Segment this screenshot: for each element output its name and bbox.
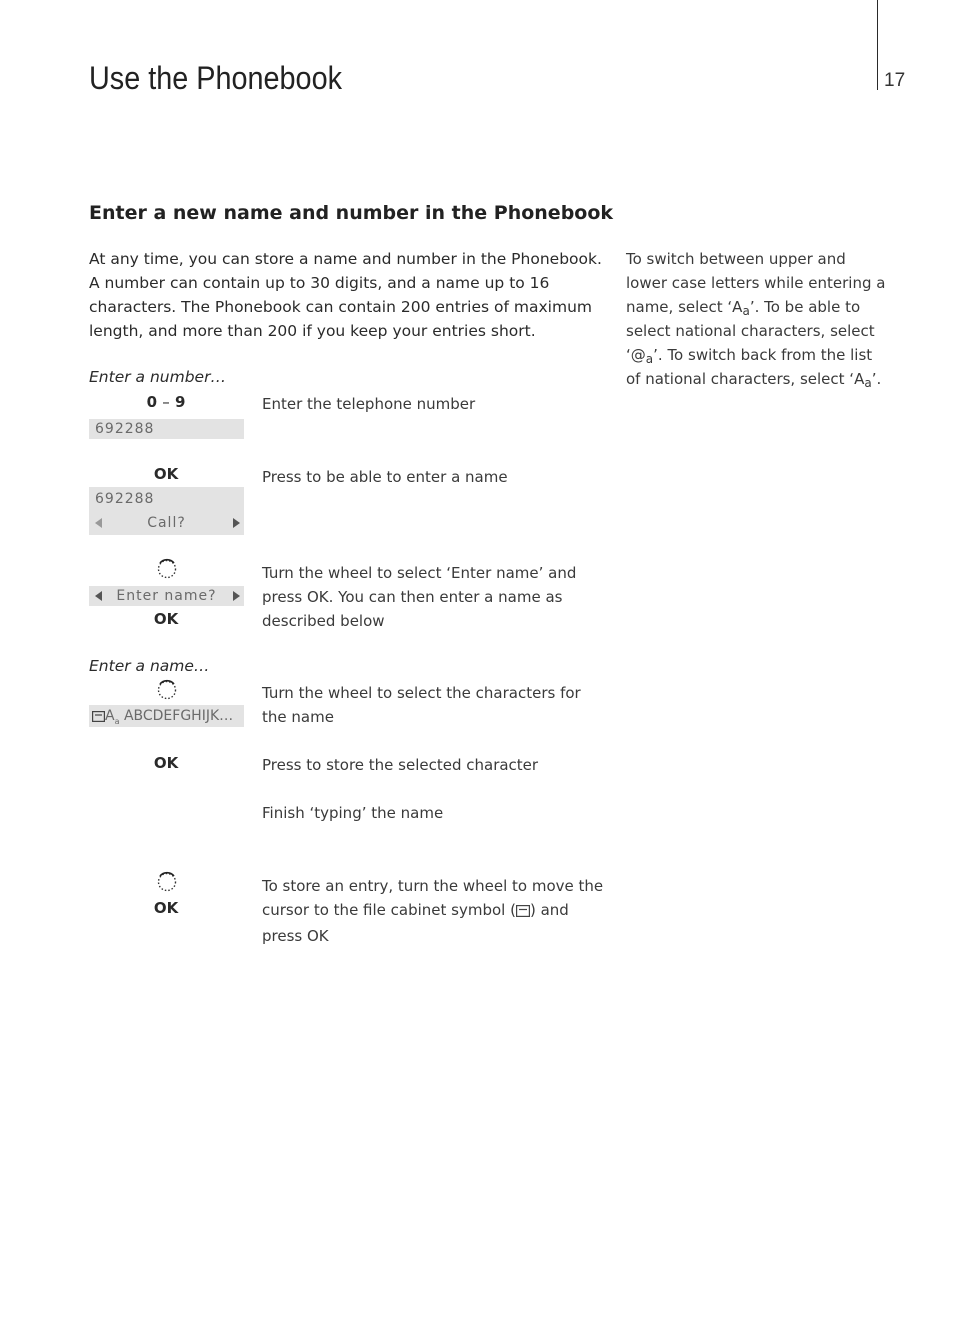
character-display <box>89 705 244 727</box>
section-title: Enter a new name and number in the Phonebook <box>89 202 614 224</box>
character-list: ABCDEFGHIJK… <box>123 708 234 724</box>
enter-name-chars-desc: Turn the wheel to select the characters for the name <box>262 684 581 726</box>
enter-number-heading: Enter a number… <box>89 368 226 386</box>
ok-button-3[interactable]: OK <box>153 754 179 772</box>
finish-desc: Finish ‘typing’ the name <box>262 804 444 822</box>
page-divider <box>877 0 878 90</box>
page-title: Use the Phonebook <box>89 60 342 96</box>
side-note-sub-3: a <box>864 376 872 390</box>
enter-name-desc: Turn the wheel to select ‘Enter name’ and press OK. You can then enter a name as described below <box>262 564 577 630</box>
wheel-icon <box>89 679 243 701</box>
number-display <box>89 419 244 439</box>
store-entry-desc-end: ) and press OK <box>262 901 569 945</box>
side-note-text-1: To switch between upper and lower case letters while entering a name, select ‘A <box>626 250 886 316</box>
digit-key-from: 0 <box>146 393 158 411</box>
side-note-sub-2: a <box>645 352 654 366</box>
ok-desc-1: Press to be able to enter a name <box>262 468 508 486</box>
digit-keys[interactable] <box>89 393 243 411</box>
file-cabinet-icon <box>516 900 530 924</box>
enter-name-display-text: Enter name? <box>116 588 217 604</box>
enter-name-heading: Enter a name… <box>89 657 210 675</box>
side-note-text-4: ’. <box>871 370 882 388</box>
number-desc: Enter the telephone number <box>262 395 476 413</box>
call-display-number: 692288 <box>95 491 155 507</box>
wheel-icon <box>89 558 243 580</box>
call-display-prompt: Call? <box>147 515 186 531</box>
character-case-sub: a <box>114 716 120 726</box>
side-note <box>626 247 886 391</box>
digit-key-to: 9 <box>174 393 186 411</box>
wheel-icon <box>89 871 243 893</box>
character-display-row <box>89 705 244 727</box>
digit-key-dash: – <box>162 393 170 411</box>
file-cabinet-icon <box>92 707 105 729</box>
side-note-text-3: ’. To switch back from the list of national characters, select ‘A <box>626 346 873 388</box>
ok-button-2[interactable]: OK <box>153 610 179 628</box>
store-entry-desc-start: To store an entry, turn the wheel to move the cursor to the file cabinet symbol ( <box>262 877 604 919</box>
side-note-text-2: ’. To be able to select national characters, select ‘@ <box>626 298 875 364</box>
call-display <box>89 487 244 535</box>
arrow-right-icon <box>233 518 240 528</box>
ok-button-1[interactable]: OK <box>153 465 179 483</box>
store-entry-desc <box>262 874 607 948</box>
character-case-label: A <box>105 708 115 724</box>
intro-paragraph: At any time, you can store a name and number in the Phonebook. A number can contain up to 30 digits, and a name up to 16 characters. The Phonebook can contain 200 entries of maximum length, and more than 200 if you keep your entries short. <box>89 250 602 340</box>
call-display-prompt-row <box>89 511 244 535</box>
number-display-value: 692288 <box>95 421 155 437</box>
enter-name-display-row <box>89 586 244 606</box>
page-number: 17 <box>884 70 906 91</box>
store-char-desc: Press to store the selected character <box>262 756 539 774</box>
arrow-left-icon <box>95 591 102 601</box>
arrow-right-icon <box>233 591 240 601</box>
side-note-sub-1: a <box>742 304 750 318</box>
arrow-left-icon <box>95 518 102 528</box>
ok-button-4[interactable]: OK <box>153 899 179 917</box>
enter-name-display <box>89 586 244 606</box>
